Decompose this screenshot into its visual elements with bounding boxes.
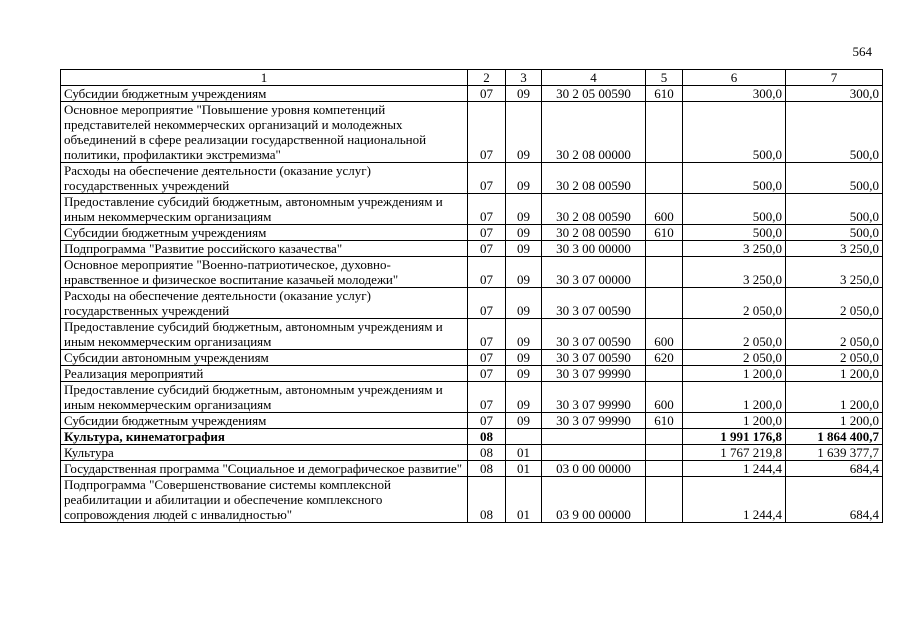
expense-type-cell — [646, 257, 683, 288]
row-name-cell: Субсидии бюджетным учреждениям — [61, 413, 468, 429]
row-name-cell: Государственная программа "Социальное и демографическое развитие" — [61, 461, 468, 477]
amount-year1-cell: 500,0 — [683, 225, 786, 241]
section-code-cell: 07 — [468, 288, 506, 319]
target-item-cell: 30 2 08 00590 — [542, 163, 646, 194]
subsection-code-cell: 09 — [506, 319, 542, 350]
amount-year2-cell: 500,0 — [786, 102, 883, 163]
section-code-cell: 08 — [468, 429, 506, 445]
target-item-cell: 03 0 00 00000 — [542, 461, 646, 477]
amount-year2-cell: 1 864 400,7 — [786, 429, 883, 445]
table-body — [61, 86, 883, 523]
amount-year1-cell: 1 200,0 — [683, 413, 786, 429]
expense-type-cell — [646, 445, 683, 461]
table-row — [61, 461, 883, 477]
expense-type-cell — [646, 477, 683, 523]
column-header: 1 — [61, 70, 468, 86]
table-row — [61, 413, 883, 429]
section-code-cell: 07 — [468, 102, 506, 163]
subsection-code-cell: 09 — [506, 86, 542, 102]
amount-year2-cell: 1 639 377,7 — [786, 445, 883, 461]
expense-type-cell: 610 — [646, 86, 683, 102]
amount-year1-cell: 1 991 176,8 — [683, 429, 786, 445]
target-item-cell: 30 3 07 99990 — [542, 382, 646, 413]
amount-year1-cell: 1 200,0 — [683, 382, 786, 413]
row-name-cell: Подпрограмма "Развитие российского казачества" — [61, 241, 468, 257]
row-name-cell: Расходы на обеспечение деятельности (оказание услуг) государственных учреждений — [61, 288, 468, 319]
amount-year2-cell: 2 050,0 — [786, 319, 883, 350]
section-code-cell: 08 — [468, 477, 506, 523]
subsection-code-cell: 01 — [506, 477, 542, 523]
section-code-cell: 07 — [468, 350, 506, 366]
section-code-cell: 07 — [468, 86, 506, 102]
target-item-cell: 30 3 00 00000 — [542, 241, 646, 257]
row-name-cell: Основное мероприятие "Повышение уровня компетенций представителей некоммерческих организаций и молодежных объединений в сфере реализации государственной национальной политики, профилактики экстремизма" — [61, 102, 468, 163]
amount-year1-cell: 1 244,4 — [683, 461, 786, 477]
column-header: 6 — [683, 70, 786, 86]
subsection-code-cell: 01 — [506, 445, 542, 461]
expense-type-cell — [646, 241, 683, 257]
section-code-cell: 08 — [468, 461, 506, 477]
row-name-cell: Подпрограмма "Совершенствование системы комплексной реабилитации и абилитации и обеспечение комплексного сопровождения людей с инвалидностью" — [61, 477, 468, 523]
table-row — [61, 445, 883, 461]
subsection-code-cell: 09 — [506, 163, 542, 194]
table-row — [61, 102, 883, 163]
expense-type-cell — [646, 461, 683, 477]
budget-table — [60, 69, 883, 523]
amount-year2-cell: 500,0 — [786, 163, 883, 194]
amount-year1-cell: 300,0 — [683, 86, 786, 102]
column-header: 7 — [786, 70, 883, 86]
section-code-cell: 07 — [468, 319, 506, 350]
amount-year2-cell: 3 250,0 — [786, 257, 883, 288]
expense-type-cell: 600 — [646, 382, 683, 413]
section-code-cell: 08 — [468, 445, 506, 461]
section-code-cell: 07 — [468, 225, 506, 241]
expense-type-cell: 610 — [646, 413, 683, 429]
amount-year1-cell: 1 767 219,8 — [683, 445, 786, 461]
table-row — [61, 194, 883, 225]
target-item-cell: 30 3 07 99990 — [542, 413, 646, 429]
subsection-code-cell: 01 — [506, 461, 542, 477]
row-name-cell: Основное мероприятие "Военно-патриотическое, духовно-нравственное и физическое воспитание казачьей молодежи" — [61, 257, 468, 288]
target-item-cell: 03 9 00 00000 — [542, 477, 646, 523]
target-item-cell — [542, 445, 646, 461]
column-header: 2 — [468, 70, 506, 86]
amount-year2-cell: 2 050,0 — [786, 350, 883, 366]
table-row — [61, 225, 883, 241]
subsection-code-cell — [506, 429, 542, 445]
row-name-cell: Предоставление субсидий бюджетным, автономным учреждениям и иным некоммерческим организациям — [61, 194, 468, 225]
row-name-cell: Предоставление субсидий бюджетным, автономным учреждениям и иным некоммерческим организациям — [61, 382, 468, 413]
table-row — [61, 257, 883, 288]
table-row — [61, 382, 883, 413]
table-row — [61, 86, 883, 102]
amount-year1-cell: 2 050,0 — [683, 350, 786, 366]
table-row — [61, 241, 883, 257]
amount-year1-cell: 2 050,0 — [683, 319, 786, 350]
section-code-cell: 07 — [468, 241, 506, 257]
section-code-cell: 07 — [468, 413, 506, 429]
row-name-cell: Реализация мероприятий — [61, 366, 468, 382]
section-code-cell: 07 — [468, 257, 506, 288]
row-name-cell: Культура — [61, 445, 468, 461]
amount-year2-cell: 684,4 — [786, 477, 883, 523]
amount-year1-cell: 500,0 — [683, 194, 786, 225]
target-item-cell: 30 3 07 99990 — [542, 366, 646, 382]
row-name-cell: Предоставление субсидий бюджетным, автономным учреждениям и иным некоммерческим организациям — [61, 319, 468, 350]
page-number: 564 — [852, 44, 872, 59]
subsection-code-cell: 09 — [506, 366, 542, 382]
table-row — [61, 163, 883, 194]
section-code-cell: 07 — [468, 382, 506, 413]
amount-year1-cell: 500,0 — [683, 102, 786, 163]
section-code-cell: 07 — [468, 194, 506, 225]
amount-year2-cell: 500,0 — [786, 225, 883, 241]
expense-type-cell — [646, 163, 683, 194]
subsection-code-cell: 09 — [506, 241, 542, 257]
column-header: 4 — [542, 70, 646, 86]
table-row — [61, 350, 883, 366]
subsection-code-cell: 09 — [506, 350, 542, 366]
target-item-cell: 30 2 08 00590 — [542, 194, 646, 225]
target-item-cell — [542, 429, 646, 445]
amount-year2-cell: 2 050,0 — [786, 288, 883, 319]
table-header — [61, 70, 883, 86]
expense-type-cell — [646, 102, 683, 163]
amount-year1-cell: 3 250,0 — [683, 241, 786, 257]
subsection-code-cell: 09 — [506, 288, 542, 319]
row-name-cell: Расходы на обеспечение деятельности (оказание услуг) государственных учреждений — [61, 163, 468, 194]
table-row — [61, 477, 883, 523]
amount-year2-cell: 300,0 — [786, 86, 883, 102]
target-item-cell: 30 2 08 00000 — [542, 102, 646, 163]
table-row — [61, 288, 883, 319]
expense-type-cell: 600 — [646, 194, 683, 225]
amount-year1-cell: 500,0 — [683, 163, 786, 194]
expense-type-cell — [646, 366, 683, 382]
amount-year1-cell: 1 200,0 — [683, 366, 786, 382]
target-item-cell: 30 2 05 00590 — [542, 86, 646, 102]
target-item-cell: 30 3 07 00590 — [542, 288, 646, 319]
section-code-cell: 07 — [468, 163, 506, 194]
header-row — [61, 70, 883, 86]
expense-type-cell: 610 — [646, 225, 683, 241]
row-name-cell: Субсидии бюджетным учреждениям — [61, 86, 468, 102]
row-name-cell: Субсидии автономным учреждениям — [61, 350, 468, 366]
amount-year2-cell: 684,4 — [786, 461, 883, 477]
subsection-code-cell: 09 — [506, 225, 542, 241]
amount-year1-cell: 1 244,4 — [683, 477, 786, 523]
table-row — [61, 366, 883, 382]
expense-type-cell: 600 — [646, 319, 683, 350]
table-row — [61, 319, 883, 350]
target-item-cell: 30 3 07 00590 — [542, 319, 646, 350]
subsection-code-cell: 09 — [506, 413, 542, 429]
amount-year1-cell: 3 250,0 — [683, 257, 786, 288]
row-name-cell: Субсидии бюджетным учреждениям — [61, 225, 468, 241]
expense-type-cell: 620 — [646, 350, 683, 366]
amount-year2-cell: 3 250,0 — [786, 241, 883, 257]
subsection-code-cell: 09 — [506, 102, 542, 163]
target-item-cell: 30 2 08 00590 — [542, 225, 646, 241]
column-header: 5 — [646, 70, 683, 86]
target-item-cell: 30 3 07 00000 — [542, 257, 646, 288]
amount-year1-cell: 2 050,0 — [683, 288, 786, 319]
section-code-cell: 07 — [468, 366, 506, 382]
expense-type-cell — [646, 288, 683, 319]
amount-year2-cell: 1 200,0 — [786, 366, 883, 382]
table-row — [61, 429, 883, 445]
amount-year2-cell: 500,0 — [786, 194, 883, 225]
amount-year2-cell: 1 200,0 — [786, 413, 883, 429]
subsection-code-cell: 09 — [506, 257, 542, 288]
subsection-code-cell: 09 — [506, 382, 542, 413]
column-header: 3 — [506, 70, 542, 86]
amount-year2-cell: 1 200,0 — [786, 382, 883, 413]
expense-type-cell — [646, 429, 683, 445]
row-name-cell: Культура, кинематография — [61, 429, 468, 445]
target-item-cell: 30 3 07 00590 — [542, 350, 646, 366]
subsection-code-cell: 09 — [506, 194, 542, 225]
